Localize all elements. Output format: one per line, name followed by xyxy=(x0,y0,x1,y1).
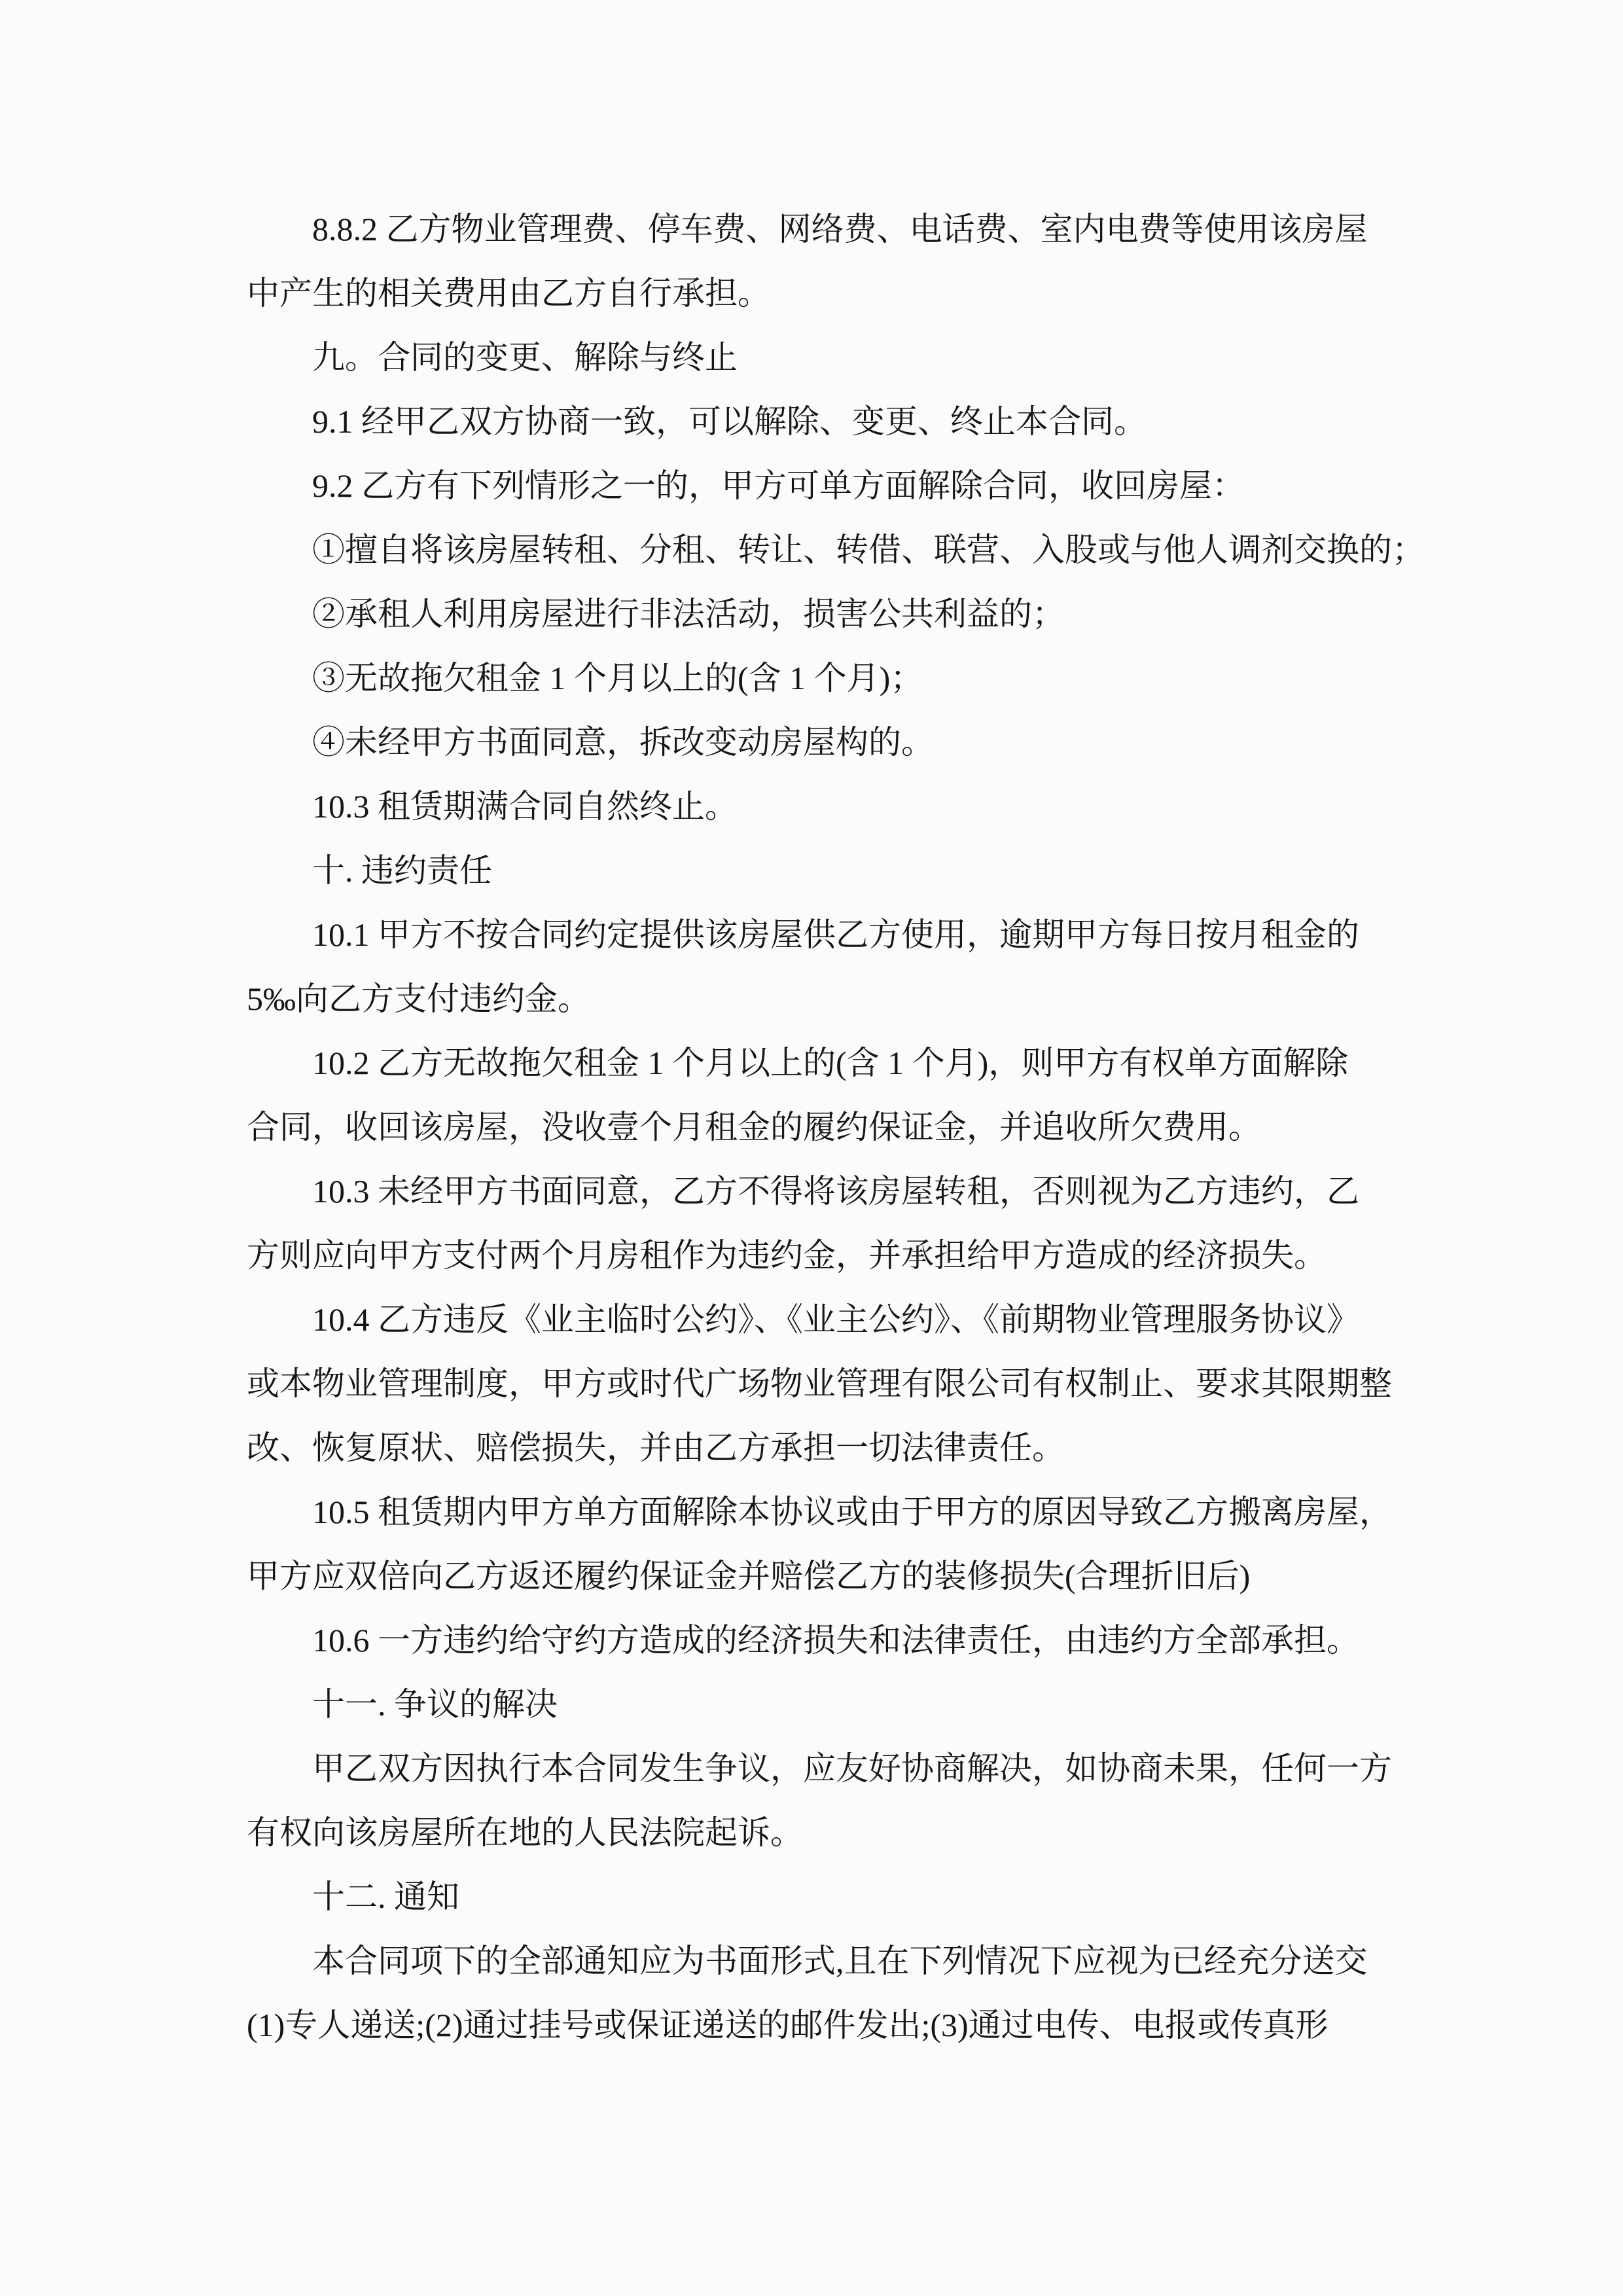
text-line: 甲乙双方因执行本合同发生争议，应友好协商解决，如协商未果，任何一方 xyxy=(312,1750,1392,1787)
text-line: 10.6 一方违约给守约方造成的经济损失和法律责任，由违约方全部承担。 xyxy=(312,1622,1359,1659)
text-line: 8.8.2 乙方物业管理费、停车费、网络费、电话费、室内电费等使用该房屋 xyxy=(312,211,1368,247)
text-line: 甲方应双倍向乙方返还履约保证金并赔偿乙方的装修损失(合理折旧后) xyxy=(247,1558,1251,1594)
list-item: ③无故拖欠租金 1 个月以上的(含 1 个月)； xyxy=(312,660,923,696)
text-line: 10.4 乙方违反《业主临时公约》、《业主公约》、《前期物业管理服务协议》 xyxy=(312,1301,1359,1338)
text-line: 改、恢复原状、赔偿损失，并由乙方承担一切法律责任。 xyxy=(247,1429,1065,1466)
text-line: 10.1 甲方不按合同约定提供该房屋供乙方使用，逾期甲方每日按月租金的 xyxy=(312,916,1359,953)
section-heading: 十一. 争议的解决 xyxy=(312,1686,558,1723)
list-item: ①擅自将该房屋转租、分租、转让、转借、联营、入股或与他人调剂交换的； xyxy=(312,531,1425,568)
list-item: ④未经甲方书面同意，拆改变动房屋构的。 xyxy=(312,724,934,761)
text-line: 10.2 乙方无故拖欠租金 1 个月以上的(含 1 个月)，则甲方有权单方面解除 xyxy=(312,1045,1349,1081)
text-line: 或本物业管理制度，甲方或时代广场物业管理有限公司有权制止、要求其限期整 xyxy=(247,1365,1392,1402)
text-line: 10.3 租赁期满合同自然终止。 xyxy=(312,788,738,825)
text-line: 10.3 未经甲方书面同意，乙方不得将该房屋转租，否则视为乙方违约，乙 xyxy=(312,1173,1359,1210)
text-line: 有权向该房屋所在地的人民法院起诉。 xyxy=(247,1814,803,1851)
text-line: 9.2 乙方有下列情形之一的，甲方可单方面解除合同，收回房屋： xyxy=(312,467,1245,504)
text-line: 方则应向甲方支付两个月房租作为违约金，并承担给甲方造成的经济损失。 xyxy=(247,1237,1327,1274)
text-line: (1)专人递送;(2)通过挂号或保证递送的邮件发出;(3)通过电传、电报或传真形 xyxy=(247,2007,1329,2043)
contract-text-block xyxy=(247,197,1425,2057)
text-line: 本合同项下的全部通知应为书面形式,且在下列情况下应视为已经充分送交 xyxy=(312,1943,1368,1979)
text-line: 5‰向乙方支付违约金。 xyxy=(247,980,590,1017)
list-item: ②承租人利用房屋进行非法活动，损害公共利益的； xyxy=(312,596,1065,632)
section-heading: 九。合同的变更、解除与终止 xyxy=(312,339,738,376)
section-heading: 十二. 通知 xyxy=(312,1878,459,1915)
text-line: 合同，收回该房屋，没收壹个月租金的履约保证金，并追收所欠费用。 xyxy=(247,1109,1261,1145)
section-heading: 十. 违约责任 xyxy=(312,852,492,889)
text-line: 9.1 经甲乙双方协商一致，可以解除、变更、终止本合同。 xyxy=(312,403,1147,440)
text-line: 中产生的相关费用由乙方自行承担。 xyxy=(247,275,770,312)
text-line: 10.5 租赁期内甲方单方面解除本协议或由于甲方的原因导致乙方搬离房屋， xyxy=(312,1494,1392,1530)
